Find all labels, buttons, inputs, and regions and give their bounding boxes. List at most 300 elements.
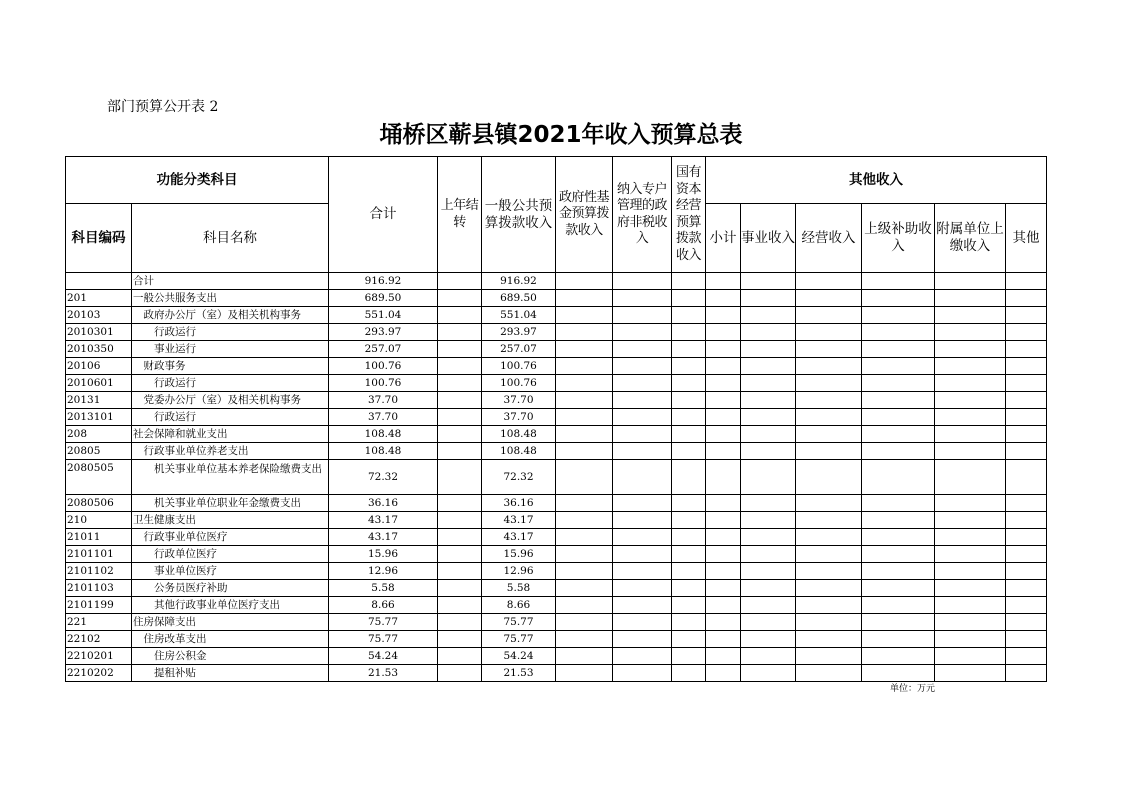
row-state-capital	[672, 409, 706, 426]
row-operating-income	[796, 512, 862, 529]
row-state-capital	[672, 546, 706, 563]
table-row	[66, 648, 1047, 665]
row-subtotal	[706, 307, 741, 324]
row-total: 5.58	[329, 580, 438, 597]
row-gov-fund	[556, 512, 613, 529]
row-gov-fund	[556, 290, 613, 307]
row-total: 43.17	[329, 512, 438, 529]
table-row	[66, 614, 1047, 631]
table-row	[66, 273, 1047, 290]
row-state-capital	[672, 273, 706, 290]
row-special-account	[613, 597, 672, 614]
row-other	[1006, 443, 1047, 460]
row-name: 党委办公厅（室）及相关机构事务	[132, 392, 329, 409]
row-other	[1006, 324, 1047, 341]
row-superior-subsidy	[862, 546, 935, 563]
row-other	[1006, 614, 1047, 631]
row-name: 其他行政事业单位医疗支出	[132, 597, 329, 614]
row-affiliated-remit	[935, 341, 1006, 358]
row-name: 政府办公厅（室）及相关机构事务	[132, 307, 329, 324]
row-superior-subsidy	[862, 665, 935, 682]
row-carryover	[438, 512, 482, 529]
row-name: 财政事务	[132, 358, 329, 375]
row-business-income	[741, 443, 796, 460]
row-affiliated-remit	[935, 597, 1006, 614]
row-name: 卫生健康支出	[132, 512, 329, 529]
row-gov-fund	[556, 341, 613, 358]
row-business-income	[741, 273, 796, 290]
row-state-capital	[672, 648, 706, 665]
row-carryover	[438, 324, 482, 341]
row-affiliated-remit	[935, 512, 1006, 529]
row-general-budget: 5.58	[482, 580, 556, 597]
row-total: 293.97	[329, 324, 438, 341]
row-carryover	[438, 290, 482, 307]
row-total: 916.92	[329, 273, 438, 290]
row-name: 行政运行	[132, 409, 329, 426]
row-superior-subsidy	[862, 529, 935, 546]
row-name: 行政运行	[132, 324, 329, 341]
row-state-capital	[672, 495, 706, 512]
row-carryover	[438, 409, 482, 426]
row-general-budget: 43.17	[482, 529, 556, 546]
row-code: 21011	[66, 529, 132, 546]
row-code: 2210201	[66, 648, 132, 665]
row-gov-fund	[556, 426, 613, 443]
table-row	[66, 392, 1047, 409]
row-superior-subsidy	[862, 375, 935, 392]
row-gov-fund	[556, 409, 613, 426]
row-business-income	[741, 495, 796, 512]
row-special-account	[613, 341, 672, 358]
row-gov-fund	[556, 597, 613, 614]
row-subtotal	[706, 529, 741, 546]
row-special-account	[613, 665, 672, 682]
row-carryover	[438, 341, 482, 358]
row-carryover	[438, 597, 482, 614]
row-carryover	[438, 495, 482, 512]
row-gov-fund	[556, 358, 613, 375]
row-code: 221	[66, 614, 132, 631]
row-state-capital	[672, 631, 706, 648]
table-row	[66, 426, 1047, 443]
row-superior-subsidy	[862, 648, 935, 665]
header-gov-fund: 政府性基金预算拨款收入	[556, 157, 613, 273]
row-state-capital	[672, 290, 706, 307]
row-special-account	[613, 495, 672, 512]
row-operating-income	[796, 460, 862, 495]
row-subtotal	[706, 460, 741, 495]
row-affiliated-remit	[935, 324, 1006, 341]
header-state-capital: 国有资本经营预算拨款收入	[672, 157, 706, 273]
row-general-budget: 916.92	[482, 273, 556, 290]
row-business-income	[741, 375, 796, 392]
row-operating-income	[796, 375, 862, 392]
row-superior-subsidy	[862, 443, 935, 460]
row-name: 行政事业单位医疗	[132, 529, 329, 546]
row-superior-subsidy	[862, 580, 935, 597]
header-subject-name: 科目名称	[132, 204, 329, 273]
row-superior-subsidy	[862, 426, 935, 443]
row-carryover	[438, 392, 482, 409]
row-superior-subsidy	[862, 563, 935, 580]
row-state-capital	[672, 460, 706, 495]
row-superior-subsidy	[862, 392, 935, 409]
row-gov-fund	[556, 580, 613, 597]
row-subtotal	[706, 392, 741, 409]
row-carryover	[438, 375, 482, 392]
row-name: 机关事业单位职业年金缴费支出	[132, 495, 329, 512]
row-business-income	[741, 546, 796, 563]
row-name: 住房保障支出	[132, 614, 329, 631]
row-gov-fund	[556, 631, 613, 648]
row-name: 合计	[132, 273, 329, 290]
table-row	[66, 409, 1047, 426]
table-row	[66, 580, 1047, 597]
row-business-income	[741, 324, 796, 341]
row-general-budget: 43.17	[482, 512, 556, 529]
row-code: 2101103	[66, 580, 132, 597]
row-operating-income	[796, 665, 862, 682]
row-special-account	[613, 443, 672, 460]
row-carryover	[438, 443, 482, 460]
row-subtotal	[706, 597, 741, 614]
table-row	[66, 529, 1047, 546]
row-state-capital	[672, 307, 706, 324]
row-name: 行政单位医疗	[132, 546, 329, 563]
row-carryover	[438, 358, 482, 375]
row-general-budget: 37.70	[482, 409, 556, 426]
row-name: 住房公积金	[132, 648, 329, 665]
table-row	[66, 290, 1047, 307]
row-operating-income	[796, 341, 862, 358]
row-subtotal	[706, 341, 741, 358]
row-special-account	[613, 307, 672, 324]
row-other	[1006, 512, 1047, 529]
row-gov-fund	[556, 324, 613, 341]
row-superior-subsidy	[862, 495, 935, 512]
row-general-budget: 257.07	[482, 341, 556, 358]
row-subtotal	[706, 409, 741, 426]
row-business-income	[741, 409, 796, 426]
row-total: 54.24	[329, 648, 438, 665]
row-code: 2210202	[66, 665, 132, 682]
row-general-budget: 21.53	[482, 665, 556, 682]
row-name: 住房改革支出	[132, 631, 329, 648]
header-subtotal: 小计	[706, 204, 741, 273]
row-state-capital	[672, 375, 706, 392]
row-subtotal	[706, 512, 741, 529]
row-superior-subsidy	[862, 290, 935, 307]
row-code: 2010350	[66, 341, 132, 358]
row-gov-fund	[556, 614, 613, 631]
row-gov-fund	[556, 495, 613, 512]
row-other	[1006, 529, 1047, 546]
row-code: 22102	[66, 631, 132, 648]
row-business-income	[741, 460, 796, 495]
row-total: 75.77	[329, 614, 438, 631]
row-state-capital	[672, 665, 706, 682]
row-business-income	[741, 614, 796, 631]
row-business-income	[741, 529, 796, 546]
row-other	[1006, 392, 1047, 409]
row-other	[1006, 597, 1047, 614]
row-state-capital	[672, 426, 706, 443]
row-subtotal	[706, 648, 741, 665]
row-name: 提租补贴	[132, 665, 329, 682]
row-code: 210	[66, 512, 132, 529]
row-other	[1006, 426, 1047, 443]
header-total: 合计	[329, 157, 438, 273]
row-operating-income	[796, 409, 862, 426]
row-total: 43.17	[329, 529, 438, 546]
row-operating-income	[796, 307, 862, 324]
row-other	[1006, 307, 1047, 324]
table-row	[66, 512, 1047, 529]
row-superior-subsidy	[862, 631, 935, 648]
row-affiliated-remit	[935, 375, 1006, 392]
row-operating-income	[796, 546, 862, 563]
table-row	[66, 495, 1047, 512]
row-special-account	[613, 563, 672, 580]
row-affiliated-remit	[935, 409, 1006, 426]
row-total: 36.16	[329, 495, 438, 512]
row-affiliated-remit	[935, 307, 1006, 324]
row-operating-income	[796, 495, 862, 512]
row-operating-income	[796, 529, 862, 546]
row-special-account	[613, 648, 672, 665]
header-business-income: 事业收入	[741, 204, 796, 273]
row-affiliated-remit	[935, 614, 1006, 631]
table-row	[66, 546, 1047, 563]
row-gov-fund	[556, 443, 613, 460]
row-operating-income	[796, 648, 862, 665]
row-general-budget: 100.76	[482, 375, 556, 392]
row-business-income	[741, 426, 796, 443]
table-row	[66, 597, 1047, 614]
row-affiliated-remit	[935, 580, 1006, 597]
row-general-budget: 15.96	[482, 546, 556, 563]
row-name: 社会保障和就业支出	[132, 426, 329, 443]
row-gov-fund	[556, 546, 613, 563]
row-business-income	[741, 392, 796, 409]
row-subtotal	[706, 375, 741, 392]
table-row	[66, 665, 1047, 682]
row-affiliated-remit	[935, 443, 1006, 460]
row-operating-income	[796, 597, 862, 614]
unit-note: 单位：万元	[890, 684, 936, 694]
row-name: 行政事业单位养老支出	[132, 443, 329, 460]
table-row	[66, 324, 1047, 341]
page-title: 埇桥区蕲县镇2021年收入预算总表	[379, 122, 743, 148]
header-operating-income: 经营收入	[796, 204, 862, 273]
row-general-budget: 100.76	[482, 358, 556, 375]
header-special-account: 纳入专户管理的政府非税收入	[613, 157, 672, 273]
row-affiliated-remit	[935, 273, 1006, 290]
table-row	[66, 443, 1047, 460]
row-code	[66, 273, 132, 290]
row-operating-income	[796, 563, 862, 580]
row-subtotal	[706, 665, 741, 682]
row-subtotal	[706, 273, 741, 290]
row-code: 201	[66, 290, 132, 307]
row-gov-fund	[556, 563, 613, 580]
row-general-budget: 293.97	[482, 324, 556, 341]
row-carryover	[438, 665, 482, 682]
row-special-account	[613, 290, 672, 307]
row-carryover	[438, 307, 482, 324]
row-special-account	[613, 324, 672, 341]
table-row	[66, 358, 1047, 375]
row-subtotal	[706, 324, 741, 341]
row-operating-income	[796, 580, 862, 597]
row-superior-subsidy	[862, 597, 935, 614]
row-affiliated-remit	[935, 648, 1006, 665]
row-name: 行政运行	[132, 375, 329, 392]
row-subtotal	[706, 546, 741, 563]
row-code: 208	[66, 426, 132, 443]
row-total: 12.96	[329, 563, 438, 580]
row-affiliated-remit	[935, 563, 1006, 580]
row-superior-subsidy	[862, 341, 935, 358]
row-general-budget: 8.66	[482, 597, 556, 614]
row-total: 100.76	[329, 358, 438, 375]
row-other	[1006, 546, 1047, 563]
row-special-account	[613, 375, 672, 392]
row-state-capital	[672, 324, 706, 341]
row-code: 2010601	[66, 375, 132, 392]
row-total: 108.48	[329, 443, 438, 460]
row-subtotal	[706, 614, 741, 631]
row-subtotal	[706, 426, 741, 443]
row-business-income	[741, 341, 796, 358]
row-affiliated-remit	[935, 290, 1006, 307]
row-name: 事业运行	[132, 341, 329, 358]
row-code: 20131	[66, 392, 132, 409]
row-superior-subsidy	[862, 273, 935, 290]
row-special-account	[613, 426, 672, 443]
budget-table	[65, 156, 1047, 682]
header-general-budget: 一般公共预算拨款收入	[482, 157, 556, 273]
row-special-account	[613, 273, 672, 290]
row-other	[1006, 648, 1047, 665]
row-other	[1006, 358, 1047, 375]
row-other	[1006, 563, 1047, 580]
row-other	[1006, 495, 1047, 512]
row-subtotal	[706, 631, 741, 648]
row-business-income	[741, 631, 796, 648]
row-gov-fund	[556, 273, 613, 290]
row-name: 机关事业单位基本养老保险缴费支出	[132, 460, 329, 495]
row-operating-income	[796, 426, 862, 443]
row-state-capital	[672, 358, 706, 375]
header-other-income: 其他收入	[706, 157, 1047, 204]
row-operating-income	[796, 273, 862, 290]
row-other	[1006, 409, 1047, 426]
header-subject-code: 科目编码	[66, 204, 132, 273]
row-carryover	[438, 460, 482, 495]
row-special-account	[613, 512, 672, 529]
row-special-account	[613, 409, 672, 426]
row-special-account	[613, 580, 672, 597]
row-special-account	[613, 546, 672, 563]
row-carryover	[438, 580, 482, 597]
row-gov-fund	[556, 460, 613, 495]
row-affiliated-remit	[935, 631, 1006, 648]
row-state-capital	[672, 580, 706, 597]
row-carryover	[438, 529, 482, 546]
row-gov-fund	[556, 392, 613, 409]
row-carryover	[438, 426, 482, 443]
row-operating-income	[796, 324, 862, 341]
row-operating-income	[796, 392, 862, 409]
row-state-capital	[672, 512, 706, 529]
row-business-income	[741, 648, 796, 665]
row-business-income	[741, 665, 796, 682]
row-general-budget: 54.24	[482, 648, 556, 665]
row-general-budget: 551.04	[482, 307, 556, 324]
row-general-budget: 12.96	[482, 563, 556, 580]
row-other	[1006, 290, 1047, 307]
header-functional-classification: 功能分类科目	[66, 157, 329, 204]
row-affiliated-remit	[935, 529, 1006, 546]
row-name: 事业单位医疗	[132, 563, 329, 580]
row-affiliated-remit	[935, 460, 1006, 495]
row-affiliated-remit	[935, 426, 1006, 443]
row-other	[1006, 341, 1047, 358]
row-code: 20103	[66, 307, 132, 324]
row-subtotal	[706, 495, 741, 512]
row-affiliated-remit	[935, 358, 1006, 375]
row-other	[1006, 631, 1047, 648]
row-total: 37.70	[329, 392, 438, 409]
row-affiliated-remit	[935, 546, 1006, 563]
row-gov-fund	[556, 529, 613, 546]
row-affiliated-remit	[935, 665, 1006, 682]
row-general-budget: 37.70	[482, 392, 556, 409]
row-gov-fund	[556, 648, 613, 665]
header-other: 其他	[1006, 204, 1047, 273]
row-total: 15.96	[329, 546, 438, 563]
row-superior-subsidy	[862, 512, 935, 529]
row-total: 257.07	[329, 341, 438, 358]
row-special-account	[613, 392, 672, 409]
row-special-account	[613, 358, 672, 375]
row-other	[1006, 375, 1047, 392]
table-row	[66, 341, 1047, 358]
row-business-income	[741, 580, 796, 597]
table-row	[66, 460, 1047, 495]
row-general-budget: 36.16	[482, 495, 556, 512]
row-general-budget: 689.50	[482, 290, 556, 307]
row-superior-subsidy	[862, 324, 935, 341]
row-general-budget: 108.48	[482, 443, 556, 460]
row-gov-fund	[556, 307, 613, 324]
row-general-budget: 72.32	[482, 460, 556, 495]
row-state-capital	[672, 597, 706, 614]
header-superior-subsidy: 上级补助收入	[862, 204, 935, 273]
row-affiliated-remit	[935, 495, 1006, 512]
row-code: 2010301	[66, 324, 132, 341]
row-carryover	[438, 614, 482, 631]
row-business-income	[741, 563, 796, 580]
row-carryover	[438, 648, 482, 665]
row-name: 一般公共服务支出	[132, 290, 329, 307]
row-carryover	[438, 546, 482, 563]
row-business-income	[741, 597, 796, 614]
row-other	[1006, 460, 1047, 495]
row-gov-fund	[556, 375, 613, 392]
